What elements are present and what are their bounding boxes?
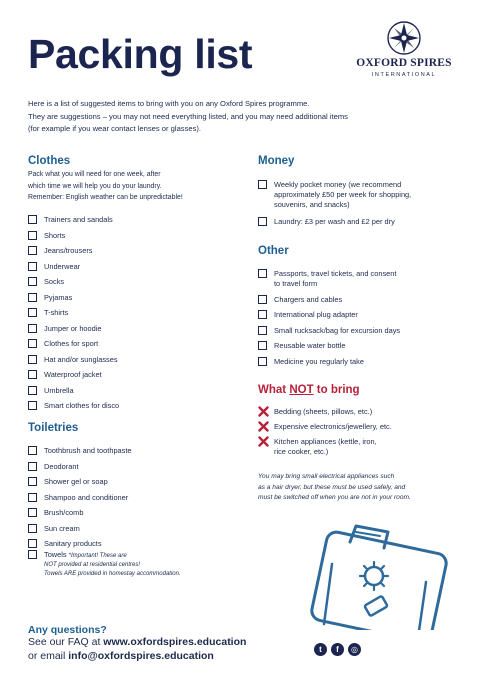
- faq-link[interactable]: www.oxfordspires.education: [103, 636, 247, 648]
- clothes-checklist: [28, 215, 119, 417]
- appliances-note-line: must be switched off when you are not in your room.: [258, 494, 411, 501]
- checkbox[interactable]: [28, 386, 37, 395]
- checklist-item[interactable]: [258, 269, 400, 289]
- not-bring-item: [258, 422, 392, 432]
- checkbox[interactable]: [258, 310, 267, 319]
- item-label: Expensive electronics/jewellery, etc.: [274, 422, 392, 431]
- checkbox[interactable]: [28, 370, 37, 379]
- clothes-heading: Clothes: [28, 155, 71, 167]
- oxford-spires-logo: [352, 20, 456, 78]
- checklist-item[interactable]: [28, 215, 119, 225]
- checkbox[interactable]: [258, 326, 267, 335]
- intro-line: They are suggestions – you may not need everything listed, and you may need additional items: [28, 111, 348, 121]
- any-questions-heading: Any questions?: [28, 624, 107, 636]
- checklist-item[interactable]: [28, 508, 132, 518]
- checklist-item[interactable]: [28, 355, 119, 365]
- item-label: Shampoo and conditioner: [44, 492, 129, 502]
- checklist-item[interactable]: [28, 386, 119, 396]
- email-link[interactable]: info@oxfordspires.education: [68, 650, 214, 662]
- faq-line: [28, 637, 246, 648]
- item-label: Small rucksack/bag for excursion days: [274, 325, 401, 335]
- toiletries-heading: Toiletries: [28, 422, 79, 434]
- towels-checklist: [28, 550, 181, 579]
- item-label: Kitchen appliances (kettle, iron,: [274, 437, 377, 446]
- checklist-item[interactable]: [28, 231, 119, 241]
- checkbox[interactable]: [28, 446, 37, 455]
- clothes-note-line: which time we will help you do your laundry.: [28, 182, 162, 190]
- item-label: Chargers and cables: [274, 294, 343, 304]
- item-label: Weekly pocket money (we recommend: [274, 180, 402, 189]
- checkbox[interactable]: [28, 308, 37, 317]
- checkbox[interactable]: [258, 295, 267, 304]
- checkbox[interactable]: [28, 262, 37, 271]
- email-pre: or email: [28, 650, 69, 662]
- towels-note: *Important! These are: [68, 553, 127, 559]
- checkbox[interactable]: [258, 217, 267, 226]
- checklist-item[interactable]: [258, 357, 400, 367]
- toiletries-checklist: [28, 446, 132, 555]
- checklist-item[interactable]: [28, 401, 119, 411]
- cross-icon: [258, 406, 269, 417]
- intro-paragraph: [28, 98, 458, 136]
- cross-icon: [258, 421, 269, 432]
- item-label: Jeans/trousers: [44, 246, 93, 255]
- item-label: approximately £50 per week for shopping,: [274, 190, 412, 199]
- other-heading: Other: [258, 245, 289, 257]
- checklist-item[interactable]: [28, 277, 119, 287]
- checkbox[interactable]: [28, 462, 37, 471]
- other-checklist: [258, 269, 400, 372]
- suitcase-icon: [302, 520, 452, 630]
- checklist-item[interactable]: [28, 324, 119, 334]
- page-title: Packing list: [28, 31, 253, 77]
- checklist-item-towels[interactable]: [28, 550, 181, 579]
- checklist-item[interactable]: [258, 295, 400, 305]
- item-label: Laundry: £3 per wash and £2 per dry: [274, 217, 395, 226]
- checklist-item[interactable]: [28, 370, 119, 380]
- item-label: Jumper or hoodie: [44, 323, 102, 333]
- checklist-item[interactable]: [28, 308, 119, 318]
- item-label: Socks: [44, 277, 65, 286]
- item-label: Pyjamas: [44, 292, 73, 302]
- checkbox[interactable]: [28, 539, 37, 548]
- checkbox[interactable]: [258, 357, 267, 366]
- checklist-item[interactable]: [28, 293, 119, 303]
- facebook-icon[interactable]: f: [331, 643, 344, 656]
- checklist-item[interactable]: [258, 310, 400, 320]
- checklist-item[interactable]: [28, 446, 132, 456]
- not-bring-heading-pre: What: [258, 384, 290, 396]
- checkbox[interactable]: [258, 269, 267, 278]
- item-label: Medicine you regularly take: [274, 356, 364, 366]
- item-label: Sun cream: [44, 523, 80, 533]
- item-label: Bedding (sheets, pillows, etc.): [274, 407, 373, 416]
- checkbox[interactable]: [28, 231, 37, 240]
- checklist-item[interactable]: [28, 246, 119, 256]
- twitter-icon[interactable]: t: [314, 643, 327, 656]
- checkbox[interactable]: [258, 180, 267, 189]
- money-heading: Money: [258, 155, 295, 167]
- item-label: Waterproof jacket: [44, 370, 102, 379]
- money-checklist: [258, 180, 411, 234]
- checkbox[interactable]: [28, 277, 37, 286]
- towels-note: NOT provided at residential centres!: [44, 562, 141, 568]
- item-label: Smart clothes for disco: [44, 401, 120, 410]
- appliances-note-line: You may bring small electrical appliances such: [258, 473, 395, 480]
- item-label: Umbrella: [44, 385, 74, 395]
- item-label: Sanitary products: [44, 539, 102, 548]
- checkbox[interactable]: [28, 293, 37, 302]
- checkbox[interactable]: [28, 550, 37, 559]
- not-bring-heading-post: to bring: [313, 384, 360, 396]
- item-label: Towels: [44, 550, 67, 559]
- checklist-item[interactable]: [28, 262, 119, 272]
- checkbox[interactable]: [258, 341, 267, 350]
- checklist-item[interactable]: [28, 539, 132, 549]
- checklist-item[interactable]: [258, 180, 411, 210]
- checkbox[interactable]: [28, 524, 37, 533]
- not-bring-item: [258, 407, 392, 417]
- checkbox[interactable]: [28, 508, 37, 517]
- checklist-item[interactable]: [258, 341, 400, 351]
- checklist-item[interactable]: [28, 477, 132, 487]
- item-label: to travel form: [274, 279, 318, 288]
- logo-subtitle: INTERNATIONAL: [371, 71, 437, 78]
- checklist-item[interactable]: [28, 524, 132, 534]
- item-label: T-shirts: [44, 308, 69, 317]
- item-label: Brush/comb: [44, 508, 84, 517]
- faq-pre: See our FAQ at: [28, 636, 104, 648]
- checklist-item[interactable]: [28, 493, 132, 503]
- item-label: Toothbrush and toothpaste: [44, 446, 132, 455]
- logo-name: OXFORD SPIRES: [356, 57, 452, 69]
- email-line: [28, 651, 214, 662]
- checkbox[interactable]: [28, 355, 37, 364]
- not-bring-item: [258, 437, 392, 457]
- item-label: Shorts: [44, 230, 66, 240]
- item-label: Underwear: [44, 261, 81, 271]
- item-label: Reusable water bottle: [274, 341, 346, 350]
- checkbox[interactable]: [28, 339, 37, 348]
- item-label: souvenirs, and snacks): [274, 200, 350, 209]
- item-label: International plug adapter: [274, 310, 358, 319]
- item-label: Deodorant: [44, 461, 79, 471]
- cross-icon: [258, 436, 269, 447]
- intro-line: (for example if you wear contact lenses or glasses).: [28, 124, 202, 133]
- checklist-item[interactable]: [258, 326, 400, 336]
- item-label: Shower gel or soap: [44, 477, 108, 486]
- clothes-note: [28, 169, 238, 204]
- item-label: Clothes for sport: [44, 339, 99, 348]
- checkbox[interactable]: [28, 215, 37, 224]
- item-label: rice cooker, etc.): [274, 447, 329, 456]
- towels-note: Towels ARE provided in homestay accommodation.: [44, 571, 181, 577]
- checkbox[interactable]: [28, 477, 37, 486]
- appliances-note: [258, 472, 468, 504]
- checkbox[interactable]: [28, 401, 37, 410]
- checklist-item[interactable]: [258, 217, 411, 227]
- checkbox[interactable]: [28, 493, 37, 502]
- checkbox[interactable]: [28, 324, 37, 333]
- not-bring-heading: [258, 385, 360, 397]
- appliances-note-line: as a hair dryer, but these must be used safely, and: [258, 483, 406, 491]
- checkbox[interactable]: [28, 246, 37, 255]
- intro-line: Here is a list of suggested items to bring with you on any Oxford Spires programme.: [28, 99, 310, 108]
- item-label: Hat and/or sunglasses: [44, 354, 118, 364]
- item-label: Passports, travel tickets, and consent: [274, 269, 397, 278]
- compass-rose-icon: [386, 20, 422, 56]
- instagram-icon[interactable]: ◎: [348, 643, 361, 656]
- checklist-item[interactable]: [28, 339, 119, 349]
- clothes-note-line: Remember: English weather can be unpredictable!: [28, 194, 183, 201]
- not-bring-list: [258, 407, 392, 462]
- item-label: Trainers and sandals: [44, 215, 113, 224]
- checklist-item[interactable]: [28, 462, 132, 472]
- not-bring-heading-not: NOT: [289, 384, 314, 396]
- clothes-note-line: Pack what you will need for one week, after: [28, 171, 161, 178]
